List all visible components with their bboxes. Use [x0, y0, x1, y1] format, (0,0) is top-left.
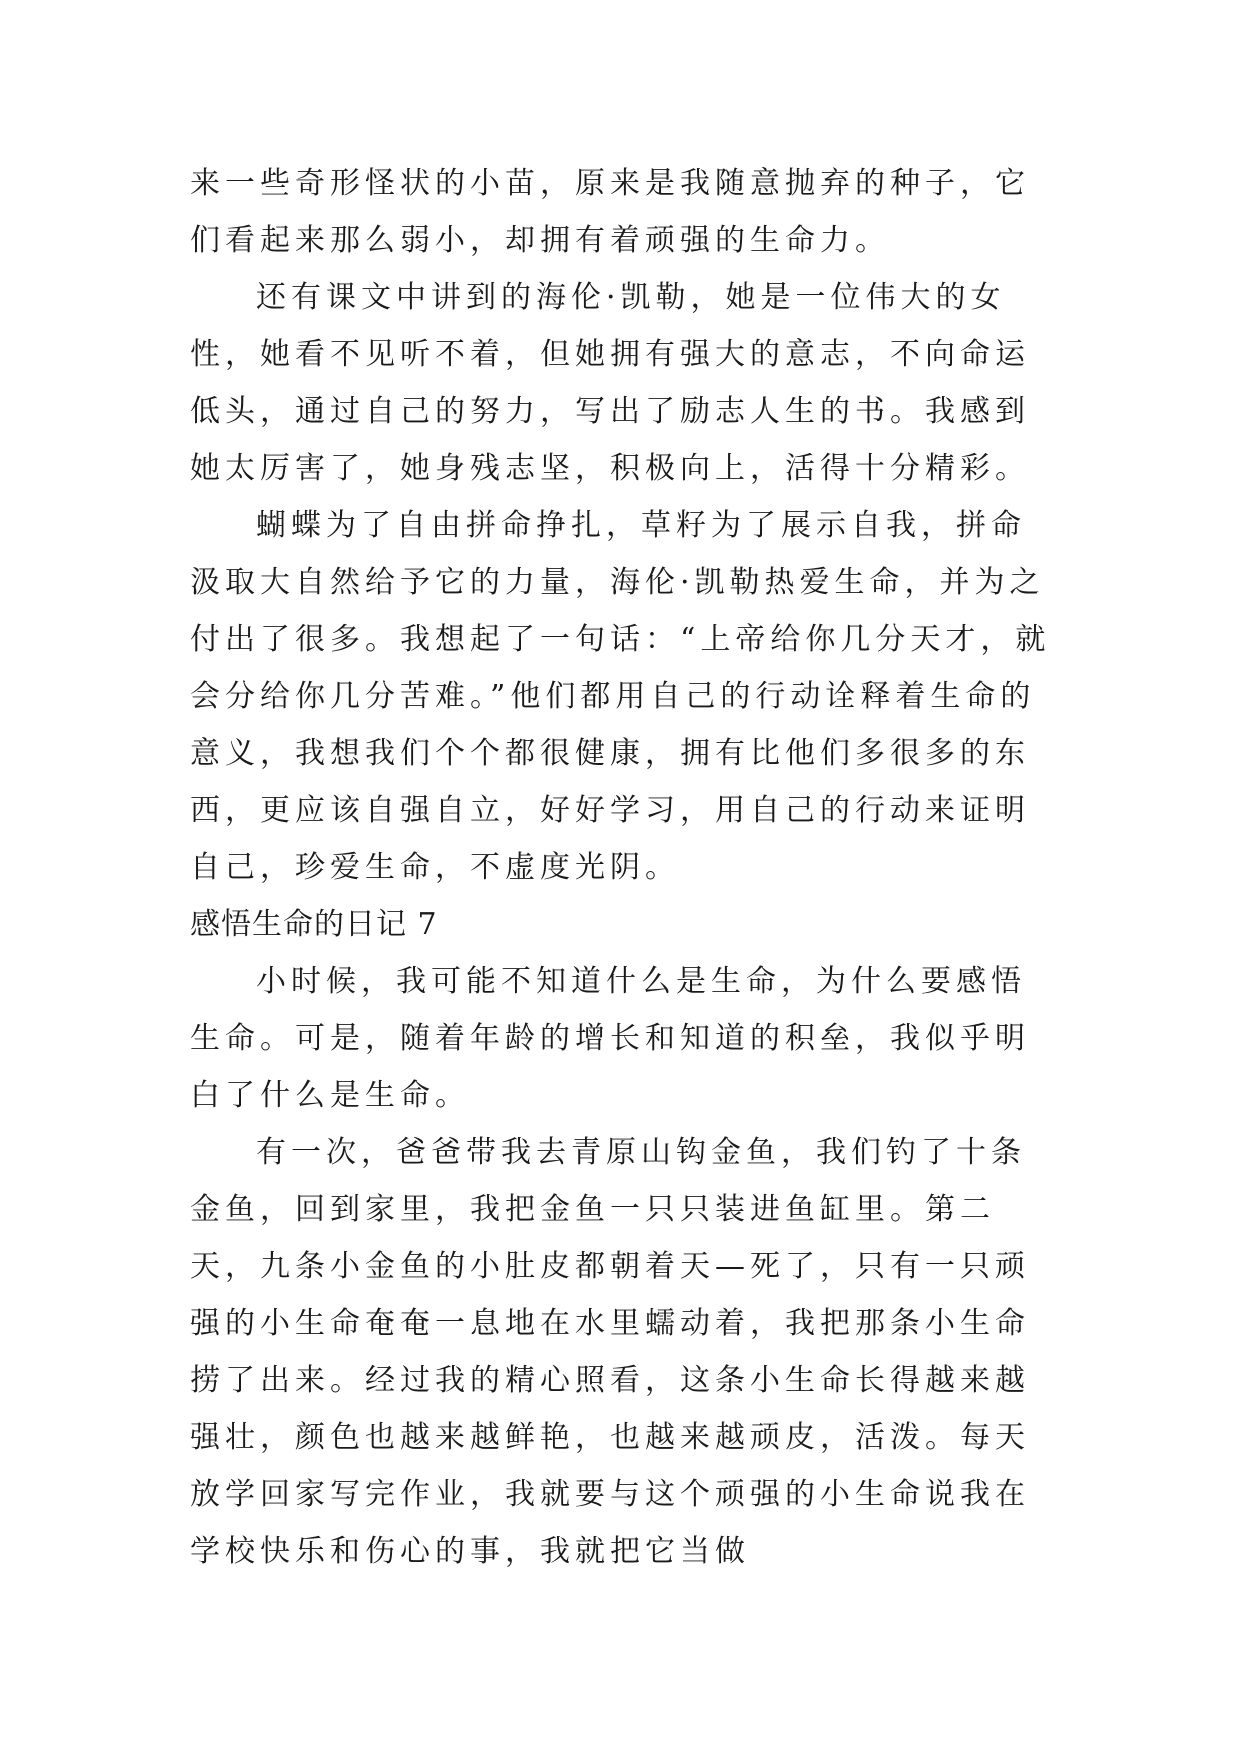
document-body — [190, 155, 1060, 1580]
paragraph-goldfish: 有一次，爸爸带我去青原山钩金鱼，我们钓了十条金鱼，回到家里，我把金鱼一只只装进鱼缸里。第二天，九条小金鱼的小肚皮都朝着天—死了，只有一只顽强的小生命奄奄一息地在水里蠕动着，我把那条小生命捞了出来。经过我的精心照看，这条小生命长得越来越强壮，颜色也越来越鲜艳，也越来越顽皮，活泼。每天放学回家写完作业，我就要与这个顽强的小生命说我在学校快乐和伤心的事，我就把它当做 — [190, 1135, 1030, 1569]
paragraph-butterfly: 蝴蝶为了自由拼命挣扎，草籽为了展示自我，拼命汲取大自然给予它的力量，海伦·凯勒热爱生命，并为之付出了很多。我想起了一句话：“上帝给你几分天才，就会分给你几分苦难。”他们都用自己的行动诠释着生命的意义，我想我们个个都很健康，拥有比他们多很多的东西，更应该自强自立，好好学习，用自己的行动来证明自己，珍爱生命，不虚度光阴。 — [190, 508, 1051, 885]
paragraph-continuation: 来一些奇形怪状的小苗，原来是我随意抛弃的种子，它们看起来那么弱小，却拥有着顽强的生命力。 — [190, 166, 1030, 258]
paragraph-helen-keller: 还有课文中讲到的海伦·凯勒，她是一位伟大的女性，她看不见听不着，但她拥有强大的意志，不向命运低头，通过自己的努力，写出了励志人生的书。我感到她太厉害了，她身残志坚，积极向上，活得十分精彩。 — [190, 280, 1030, 486]
paragraph-childhood: 小时候，我可能不知道什么是生命，为什么要感悟生命。可是，随着年龄的增长和知道的积垒，我似乎明白了什么是生命。 — [190, 964, 1030, 1113]
section-heading: 感悟生命的日记 7 — [190, 907, 438, 942]
